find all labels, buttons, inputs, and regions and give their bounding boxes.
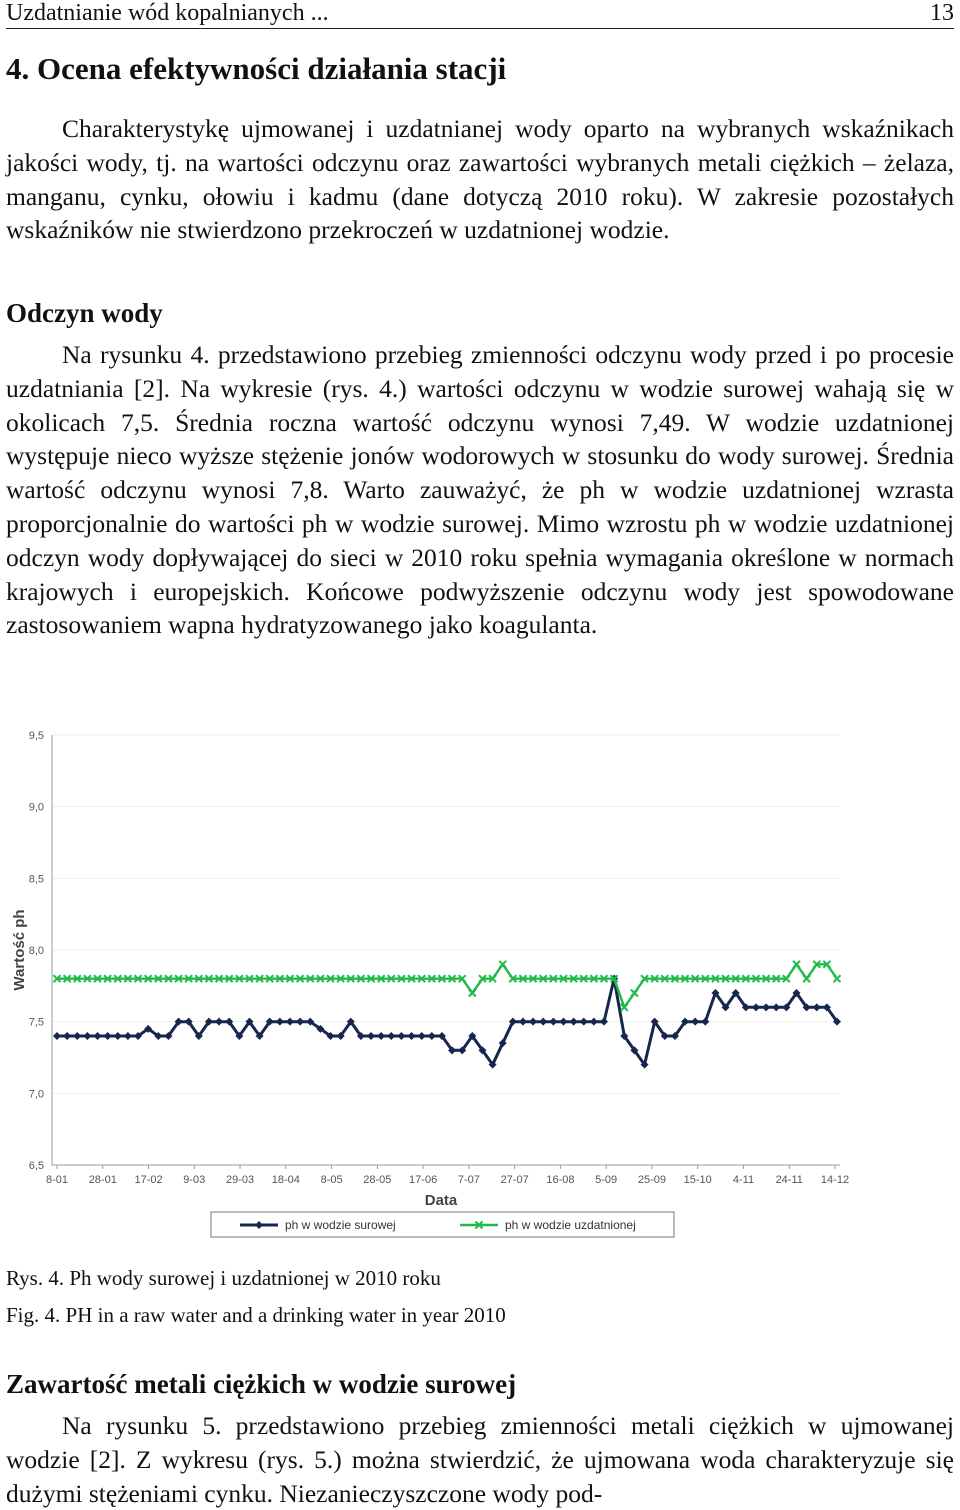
y-tick-label: 8,5 [28, 873, 44, 886]
data-point [559, 1018, 567, 1026]
x-tick-labels [46, 1174, 849, 1186]
metale-paragraph: Na rysunku 5. przedstawiono przebieg zmienności metali ciężkich w ujmowanej wodzie [2]. Z wykresu (rys. 5.) można stwierdzić, że ujmowana woda charakteryzuje się dużymi stężeniami cynku. Niezanieczyszczone wody pod- [6, 1411, 954, 1508]
x-tick-label: 24-11 [775, 1174, 803, 1186]
y-tick-label: 9,5 [28, 730, 44, 742]
x-tick-label: 25-09 [637, 1174, 667, 1186]
data-point [276, 1018, 284, 1026]
x-axis-title: Data [424, 1192, 458, 1209]
data-point [499, 961, 506, 968]
data-point [752, 1003, 760, 1011]
data-point [549, 1018, 557, 1026]
data-point [377, 1032, 385, 1040]
y-tick-label: 6,5 [28, 1160, 44, 1172]
x-tick-label: 17-02 [134, 1174, 163, 1186]
data-point [600, 1018, 608, 1026]
data-point [73, 1032, 81, 1040]
data-point [590, 1018, 598, 1026]
ph-line-chart [0, 715, 960, 1255]
x-tick-label: 27-07 [500, 1174, 529, 1186]
data-point [762, 1003, 770, 1011]
subheading-odczyn: Odczyn wody [6, 298, 163, 328]
data-point [691, 1018, 699, 1026]
x-tick-label: 28-01 [88, 1174, 117, 1186]
data-point [83, 1032, 91, 1040]
x-tick-label: 28-05 [363, 1174, 392, 1186]
chart-axes [52, 735, 840, 1169]
data-point [529, 1018, 537, 1026]
data-point [772, 1003, 780, 1011]
data-point [94, 1032, 102, 1040]
data-point [397, 1032, 405, 1040]
y-tick-labels [29, 730, 44, 1172]
data-point [580, 1018, 588, 1026]
legend-label: ph w wodzie surowej [285, 1218, 396, 1232]
chart-legend [211, 1212, 674, 1237]
page-number: 13 [930, 0, 954, 26]
y-tick-label: 9,0 [28, 801, 44, 814]
intro-paragraph: Charakterystykę ujmowanej i uzdatnianej wody oparto na wybranych wskaźnikach jakości wody, tj. na wartości odczynu oraz zawartości wybranych metali ciężkich – żelaza, manganu, cynku, ołowiu i kadmu (dane dotyczą 2010 roku). W zakresie pozostałych wskaźników nie stwierdzono przekroczeń w uzdatnionej wodzie. [6, 114, 954, 245]
x-tick-label: 4-11 [732, 1174, 755, 1186]
data-point [296, 1018, 304, 1026]
data-point [387, 1032, 395, 1040]
data-point [215, 1018, 223, 1026]
x-tick-label: 29-03 [225, 1174, 255, 1186]
x-tick-label: 7-07 [457, 1174, 480, 1186]
data-point [793, 961, 800, 968]
data-point [53, 1032, 61, 1040]
data-point [701, 1018, 709, 1026]
data-point [813, 1003, 821, 1011]
data-point [519, 1018, 527, 1026]
y-tick-label: 7,0 [28, 1088, 44, 1101]
data-point [631, 990, 638, 997]
subheading-metale: Zawartość metali ciężkich w wodzie surowej [6, 1369, 517, 1399]
x-tick-label: 16-08 [546, 1174, 575, 1186]
data-point [367, 1032, 375, 1040]
data-point [63, 1032, 71, 1040]
x-tick-label: 8-05 [320, 1174, 343, 1186]
y-tick-label: 8,0 [28, 945, 44, 957]
x-tick-label: 15-10 [683, 1174, 712, 1186]
x-tick-label: 17-06 [409, 1174, 438, 1186]
data-point [428, 1032, 436, 1040]
data-point [418, 1032, 426, 1040]
figure-caption-en: Fig. 4. PH in a raw water and a drinking water in year 2010 [6, 1303, 506, 1327]
data-point [803, 975, 810, 982]
y-tick-label: 7,5 [28, 1016, 44, 1029]
x-tick-label: 18-04 [271, 1174, 300, 1186]
figure-caption-pl: Rys. 4. Ph wody surowej i uzdatnionej w 2010 roku [6, 1266, 441, 1290]
legend-label: ph w wodzie uzdatnionej [505, 1218, 636, 1232]
data-point [104, 1032, 112, 1040]
odczyn-paragraph: Na rysunku 4. przedstawiono przebieg zmienności odczynu wody przed i po procesie uzdatniania [2]. Na wykresie (rys. 4.) wartości odczynu w wodzie surowej wahają się w okolicach 7,5. Średnia roczna wartość odczynu wynosi 7,49. W wodzie uzdatnionej występuje nieco wyższe stężenie jonów wodorowych w stosunku do wody surowej. Średnia wartość odczynu wynosi 7,8. Warto zauważyć, że ph w wodzie uzdatnionej wzrasta proporcjonalnie do wartości ph w wodzie surowej. Mimo wzrostu ph w wodzie uzdatnionej odczyn wody dopływającej do sieci w 2010 roku spełnia wymagania określone w normach krajowych i europejskich. Końcowe podwyższenie odczynu wody jest spowodowane zastosowaniem wapna hydratyzowanego jako koagulanta. [6, 340, 954, 640]
data-point [286, 1018, 294, 1026]
x-tick-label: 5-09 [595, 1174, 618, 1186]
data-point [469, 990, 476, 997]
data-point [539, 1018, 547, 1026]
x-tick-label: 9-03 [183, 1174, 206, 1186]
data-point [408, 1032, 416, 1040]
data-point [570, 1018, 578, 1026]
y-axis-title: Wartość ph [11, 909, 28, 991]
header-title: Uzdatnianie wód kopalnianych ... [6, 0, 329, 26]
data-point [124, 1032, 132, 1040]
running-header [6, 0, 954, 29]
x-tick-label: 8-01 [45, 1174, 69, 1186]
section-title: 4. Ocena efektywności działania stacji [6, 51, 507, 86]
x-tick-label: 14-12 [820, 1174, 850, 1186]
data-point [834, 975, 841, 982]
data-point [114, 1032, 122, 1040]
